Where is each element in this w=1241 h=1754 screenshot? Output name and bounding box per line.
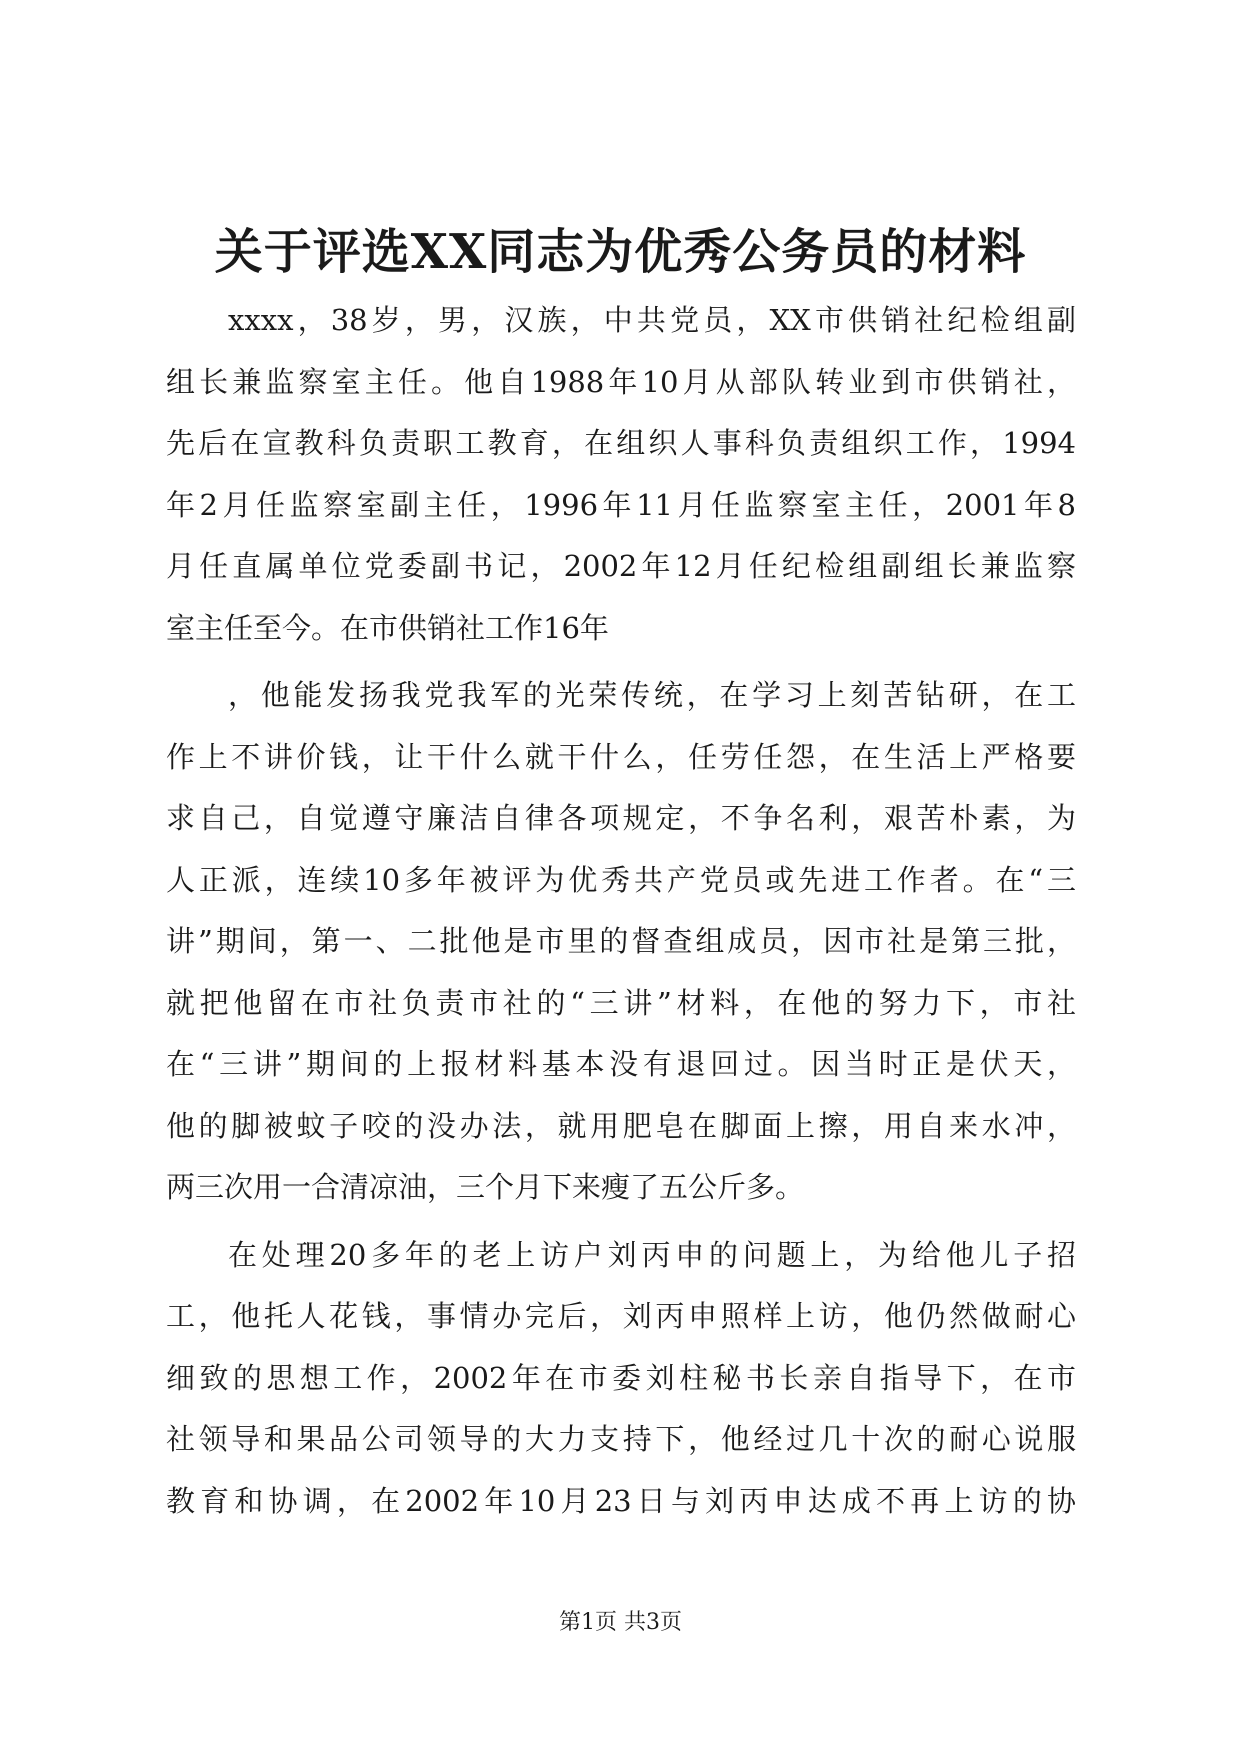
text-line: 两三次用一合清凉油，三个月下来瘦了五公斤多。 (166, 1170, 805, 1204)
text-line: 人正派，连续10多年被评为优秀共产党员或先进工作者。在“三 (166, 862, 1076, 897)
text-line: 求自己，自觉遵守廉洁自律各项规定，不争名利，艰苦朴素，为 (166, 801, 1076, 835)
text-line: 组长兼监察室主任。他自1988年10月从部队转业到市供销社， (166, 364, 1076, 399)
text-line: 作上不讲价钱，让干什么就干什么，任劳任怨，在生活上严格要 (166, 739, 1076, 774)
text-line: 就把他留在市社负责市社的“三讲”材料，在他的努力下，市社 (166, 985, 1076, 1020)
text-line: 细致的思想工作，2002年在市委刘柱秘书长亲自指导下，在市 (166, 1360, 1076, 1395)
text-line: 他的脚被蚊子咬的没办法，就用肥皂在脚面上擦，用自来水冲， (166, 1108, 1076, 1143)
text-line: 教育和协调，在2002年10月23日与刘丙申达成不再上访的协 (166, 1483, 1076, 1518)
text-line: 讲”期间，第一、二批他是市里的督查组成员，因市社是第三批， (166, 924, 1076, 958)
text-line: 在处理20多年的老上访户刘丙申的问题上，为给他儿子招 (228, 1237, 1076, 1272)
document-title: 关于评选XX同志为优秀公务员的材料 (214, 224, 1027, 280)
document-body (166, 290, 1076, 1532)
text-line: xxxx，38岁，男，汉族，中共党员，XX市供销社纪检组副 (228, 303, 1076, 337)
text-line: 年2月任监察室副主任，1996年11月任监察室主任，2001年8 (166, 487, 1076, 522)
text-line: 工，他托人花钱，事情办完后，刘丙申照样上访，他仍然做耐心 (166, 1299, 1076, 1333)
text-line: 月任直属单位党委副书记，2002年12月任纪检组副组长兼监察 (166, 549, 1076, 583)
text-line: 室主任至今。在市供销社工作16年 (166, 610, 609, 645)
page-number-footer: 第1页 共3页 (559, 1610, 682, 1635)
text-line: 先后在宣教科负责职工教育，在组织人事科负责组织工作，1994 (166, 426, 1076, 460)
text-line: ，他能发扬我党我军的光荣传统，在学习上刻苦钻研，在工 (228, 678, 1076, 712)
text-line: 社领导和果品公司领导的大力支持下，他经过几十次的耐心说服 (166, 1422, 1076, 1456)
text-line: 在“三讲”期间的上报材料基本没有退回过。因当时正是伏天， (166, 1047, 1076, 1081)
